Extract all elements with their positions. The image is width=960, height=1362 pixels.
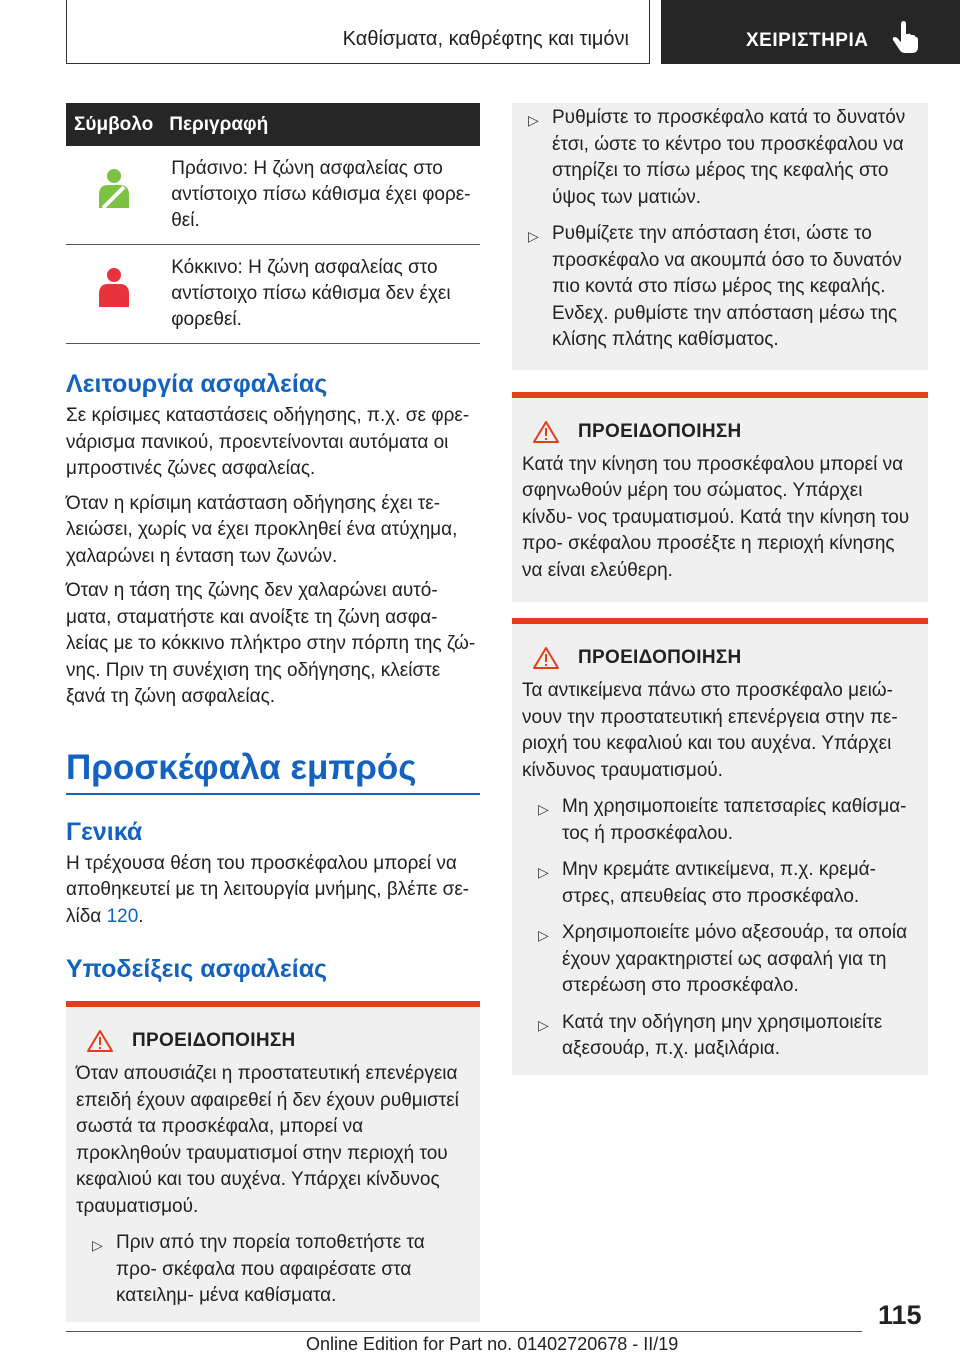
instructions-box: [512, 103, 928, 370]
list-item: [522, 920, 918, 1000]
general-heading: Γενικά: [66, 817, 143, 846]
warning-title: ΠΡΟΕΙΔΟΠΟΙΗΣΗ: [132, 1030, 296, 1051]
bullet-triangle-icon: ▷: [538, 801, 549, 817]
list-item: [522, 1010, 918, 1063]
right-column: [512, 103, 928, 1075]
paragraph: Σε κρίσιμες καταστάσεις οδήγησης, π.χ. σε φρε- νάρισμα πανικού, προεντείνονται αυτόματα οι μπροστινές ζώνες ασφαλείας.: [66, 405, 470, 479]
list-item-text: Πριν από την πορεία τοποθετήστε τα προ- σκέφαλα που αφαιρέσατε στα κατειλημ- μένα καθίσματα.: [116, 1232, 425, 1306]
list-item-text: Μη χρησιμοποιείτε ταπετσαρίες καθίσμα- τος ή προσκέφαλου.: [562, 796, 907, 844]
header-section-box: [66, 0, 650, 64]
footer-rule: [66, 1331, 862, 1332]
edition-footer: Online Edition for Part no. 01402720678 - II/19: [306, 1334, 679, 1354]
warning-box: [66, 1001, 480, 1322]
left-column: [66, 103, 480, 1322]
symbol-cell: [66, 146, 161, 245]
chapter-tab[interactable]: [661, 0, 960, 64]
list-item-text: Ρυθμίζετε την απόσταση έτσι, ώστε το προσκέφαλο να ακουμπά όσο το δυνατόν πιο κοντά στο πίσω μέρος της κεφαλής. Ενδεχ. ρυθμίστε την απόσταση μέσω της κλίσης πλάτης καθίσματος.: [552, 223, 902, 350]
bullet-triangle-icon: ▷: [528, 112, 539, 128]
headrests-heading: Προσκέφαλα εμπρός: [66, 747, 417, 787]
bullet-triangle-icon: ▷: [92, 1237, 103, 1253]
green-seatbelt-icon: [94, 168, 134, 212]
bullet-triangle-icon: ▷: [538, 927, 549, 943]
warning-title: ΠΡΟΕΙΔΟΠΟΙΗΣΗ: [578, 420, 742, 442]
warning-text: Τα αντικείμενα πάνω στο προσκέφαλο μειώ- νουν την προστατευτική επενέργεια στην πε- ριοχή του κεφαλιού και του αυχένα. Υπάρχει κίνδυνος τραυματισμού.: [522, 680, 898, 781]
warning-text: Όταν απουσιάζει η προστατευτική επενέργεια επειδή έχουν αφαιρεθεί ή δεν έχουν ρυθμιστεί σωστά τα προσκέφαλα, μπορεί να προκληθούν τραυματισμοί στην περιοχή του κεφαλιού και του αυχένα. Υπάρχει κίνδυνος τραυματισμού.: [76, 1063, 459, 1217]
warning-box: [512, 392, 928, 603]
table-row: [66, 146, 480, 245]
bullet-triangle-icon: ▷: [528, 228, 539, 244]
hand-pointer-icon: [891, 20, 919, 54]
warning-header: [522, 646, 918, 670]
warning-triangle-icon: [532, 420, 560, 444]
paragraph: Όταν η τάση της ζώνης δεν χαλαρώνει αυτό- ματα, σταματήστε και ανοίξτε τη ζώνη ασφα- λείας με το κόκκινο πλήκτρο στην πόρπη της ζώ- νης. Πριν τη συνέχιση της οδήγησης, κλείστε ξανά τη ζώνη ασφαλείας.: [66, 580, 476, 707]
general-paragraph: [66, 851, 480, 931]
red-person-icon: [94, 267, 134, 311]
period: .: [138, 905, 144, 927]
symbol-table: [66, 103, 480, 344]
warning-triangle-icon: [532, 646, 560, 670]
description-cell: Κόκκινο: Η ζώνη ασφαλείας στο αντίστοιχο πίσω κάθισμα δεν έχει φορεθεί.: [161, 245, 480, 344]
list-item: [512, 103, 918, 211]
list-item-text: Χρησιμοποιείτε μόνο αξεσουάρ, τα οποία έχουν χαρακτηριστεί ως ασφαλή για τη στερέωση στο προσκέφαλο.: [562, 922, 908, 996]
table-row: [66, 245, 480, 344]
bullet-triangle-icon: ▷: [538, 1016, 549, 1033]
warning-header: [76, 1029, 470, 1053]
list-item-text: Ρυθμίστε το προσκέφαλο κατά το δυνατόν έτσι, ώστε το κέντρο του προσκέφαλου να στηρίζει το πίσω μέρος της κεφαλής στο ύψος των ματιών.: [552, 107, 906, 208]
warning-box: [512, 618, 928, 1075]
warning-header: [522, 420, 918, 444]
bullet-triangle-icon: ▷: [538, 864, 549, 880]
seatbelt-function-heading: Λειτουργία ασφαλείας: [66, 370, 328, 398]
general-text: Η τρέχουσα θέση του προσκέφαλου μπορεί να αποθηκευτεί με τη λειτουργία μνήμης, βλέπε σε- λίδα: [66, 852, 470, 927]
safety-notes-heading: Υποδείξεις ασφαλείας: [66, 955, 328, 983]
list-item: [76, 1230, 470, 1310]
page-reference-link[interactable]: 120: [106, 905, 139, 927]
page-number: 115: [878, 1300, 922, 1330]
description-cell: Πράσινο: Η ζώνη ασφαλείας στο αντίστοιχο πίσω κάθισμα έχει φορε- θεί.: [161, 146, 480, 245]
list-item: [522, 794, 918, 847]
warning-title: ΠΡΟΕΙΔΟΠΟΙΗΣΗ: [578, 647, 742, 668]
symbol-cell: [66, 245, 161, 344]
paragraph: Όταν η κρίσιμη κατάσταση οδήγησης έχει τε- λειώσει, χωρίς να έχει προκληθεί ένα ατύχημα, χαλαρώνει η ένταση των ζωνών.: [66, 492, 458, 567]
table-header-description: Περιγραφή: [161, 103, 480, 146]
table-header-symbol: Σύμβολο: [66, 103, 161, 146]
warning-text: Κατά την κίνηση του προσκέφαλου μπορεί να σφηνωθούν μέρη του σώματος. Υπάρχει κίνδυ- νος τραυματισμού. Κατά την κίνηση του προ- σκέφαλου προσέξτε η περιοχή κίνησης να είναι ελεύθερη.: [522, 453, 910, 581]
list-item: [522, 857, 918, 910]
chapter-tab-label: ΧΕΙΡΙΣΤΗΡΙΑ: [746, 30, 869, 51]
list-item: [512, 221, 918, 354]
section-title: Καθίσματα, καθρέφτης και τιμόνι: [342, 28, 629, 50]
warning-triangle-icon: [86, 1029, 114, 1053]
list-item-text: Μην κρεμάτε αντικείμενα, π.χ. κρεμά- στρες, απευθείας στο προσκέφαλο.: [562, 859, 876, 907]
heading-rule: [66, 793, 480, 795]
list-item-text: Κατά την οδήγηση μην χρησιμοποιείτε αξεσουάρ, π.χ. μαξιλάρια.: [562, 1011, 883, 1059]
